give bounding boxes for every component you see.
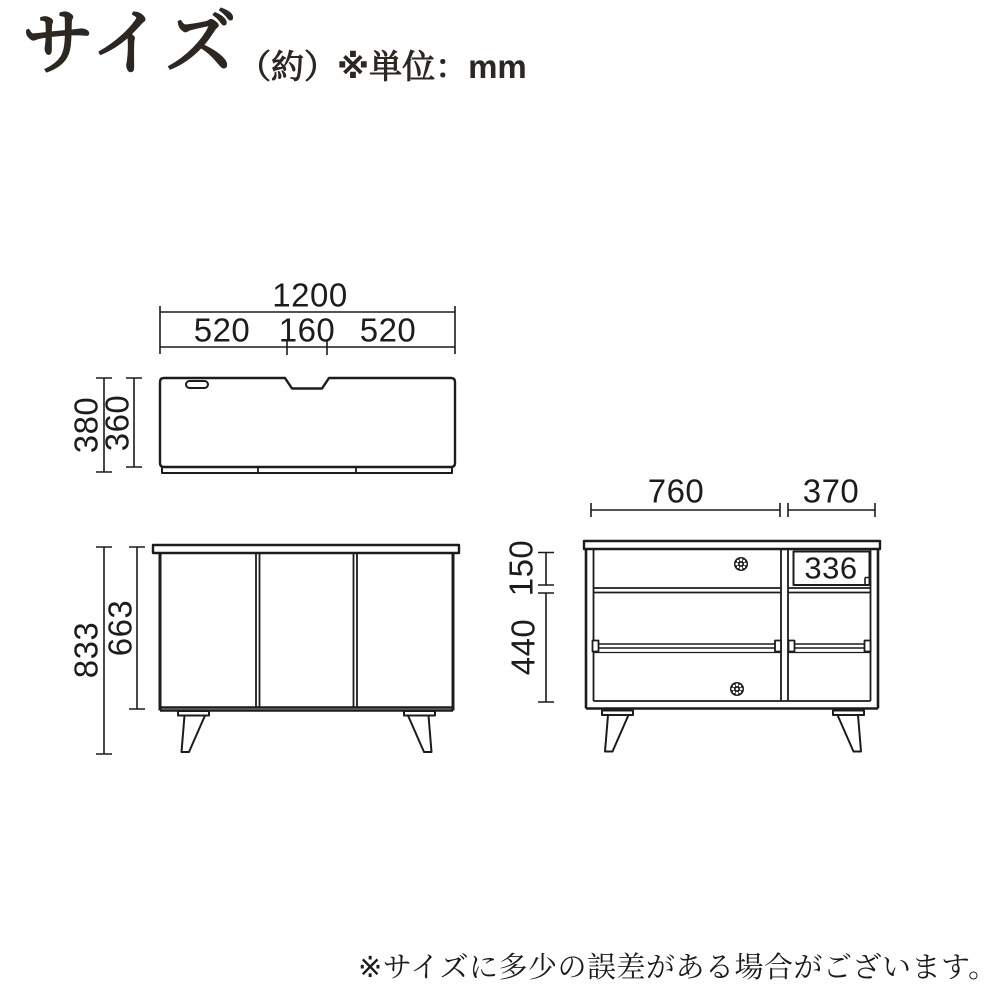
dim-interior-width-left: 760 — [647, 472, 705, 510]
front-door-dividers — [256, 553, 357, 708]
interior-right-leg — [833, 711, 864, 752]
dim-front-height-total: 833 — [67, 621, 105, 679]
dim-top-width-right: 520 — [359, 311, 417, 349]
tolerance-footnote: ※サイズに多少の誤差がある場合がございます。 — [358, 952, 998, 984]
dim-top-depth-total: 380 — [67, 396, 105, 454]
front-body-sides — [160, 553, 453, 711]
interior-left-shelf — [594, 588, 782, 593]
page-title: サイズ — [22, 4, 239, 84]
dim-interior-inner-width: 336 — [804, 550, 858, 586]
front-left-leg — [178, 711, 209, 752]
interior-top-panel — [584, 541, 880, 549]
cable-hole-bottom-icon — [730, 682, 744, 696]
dim-top-width-total: 1200 — [272, 276, 348, 314]
page-title-unit-note: （約）※単位：mm — [238, 48, 527, 85]
dim-top-width-center: 160 — [278, 311, 336, 349]
dim-interior-height-top: 150 — [502, 539, 540, 597]
interior-left-leg — [602, 711, 633, 752]
interior-dimension-lines — [538, 503, 875, 702]
interior-view-drawing — [538, 503, 880, 752]
front-top-panel — [153, 545, 459, 553]
dim-top-width-left: 520 — [193, 311, 251, 349]
dim-interior-height-bottom: 440 — [504, 618, 542, 676]
interior-right-shelf — [788, 588, 871, 593]
dim-front-height-body: 663 — [101, 599, 139, 657]
interior-divider — [781, 549, 788, 701]
interior-rail — [593, 641, 871, 653]
top-view-outline — [160, 378, 455, 467]
front-view-drawing — [96, 545, 459, 754]
dim-top-depth-body: 360 — [98, 394, 136, 452]
cable-hole-top-icon — [734, 557, 748, 571]
dim-interior-width-right: 370 — [802, 472, 860, 510]
front-right-leg — [404, 711, 435, 752]
cable-slot — [186, 381, 208, 388]
